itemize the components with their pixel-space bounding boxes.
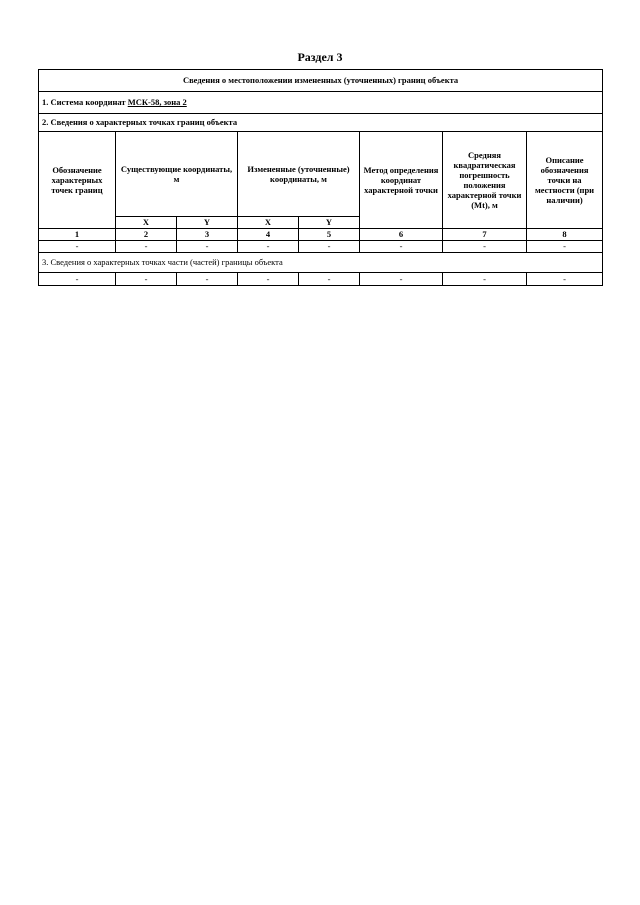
column-number: 7 xyxy=(443,229,527,241)
points-section-label: 2. Сведения о характерных точках границ объекта xyxy=(39,114,603,132)
header-description: Описание обозначения точки на местности (при наличии) xyxy=(527,132,603,229)
coord-system-label: 1. Система координат xyxy=(42,97,126,108)
table-row xyxy=(39,241,603,253)
table-cell: - xyxy=(360,273,443,286)
table-cell: - xyxy=(443,273,527,286)
header-row xyxy=(39,132,603,217)
header-rms-error: Средняя квадратическая погрешность положения характерной точки (Mt), м xyxy=(443,132,527,229)
header-designation: Обозначение характерных точек границ xyxy=(39,132,116,229)
coord-system-value: МСК-58, зона 2 xyxy=(127,97,187,108)
section-title: Раздел 3 xyxy=(297,50,343,64)
table-cell: - xyxy=(116,241,177,253)
table-cell: - xyxy=(39,241,116,253)
table-row xyxy=(39,273,603,286)
part-section-row xyxy=(39,253,603,273)
column-numbers-row xyxy=(39,229,603,241)
header-changed-coords: Измененные (уточненные) координаты, м xyxy=(238,132,360,217)
column-number: 1 xyxy=(39,229,116,241)
points-section-row xyxy=(39,114,603,132)
header-method: Метод определения координат характерной точки xyxy=(360,132,443,229)
table-cell: - xyxy=(299,241,360,253)
table-cell: - xyxy=(39,273,116,286)
table-cell: - xyxy=(238,241,299,253)
column-number: 5 xyxy=(299,229,360,241)
table-cell: - xyxy=(238,273,299,286)
table-cell: - xyxy=(177,241,238,253)
table-cell: - xyxy=(116,273,177,286)
table-cell: - xyxy=(360,241,443,253)
table-cell: - xyxy=(299,273,360,286)
header-existing-x: X xyxy=(116,217,177,229)
part-section-label: 3. Сведения о характерных точках части (частей) границы объекта xyxy=(39,253,603,273)
header-changed-y: Y xyxy=(299,217,360,229)
header-changed-x: X xyxy=(238,217,299,229)
table-cell: - xyxy=(177,273,238,286)
coord-system-cell xyxy=(39,92,603,114)
boundary-table xyxy=(38,69,603,286)
header-existing-coords: Существующие координаты, м xyxy=(116,132,238,217)
header-existing-y: Y xyxy=(177,217,238,229)
table-cell: - xyxy=(443,241,527,253)
column-number: 6 xyxy=(360,229,443,241)
column-number: 2 xyxy=(116,229,177,241)
coord-system-row xyxy=(39,92,603,114)
column-number: 3 xyxy=(177,229,238,241)
table-title: Сведения о местоположении измененных (уточненных) границ объекта xyxy=(39,70,603,92)
table-title-row xyxy=(39,70,603,92)
column-number: 4 xyxy=(238,229,299,241)
table-cell: - xyxy=(527,241,603,253)
table-cell: - xyxy=(527,273,603,286)
column-number: 8 xyxy=(527,229,603,241)
